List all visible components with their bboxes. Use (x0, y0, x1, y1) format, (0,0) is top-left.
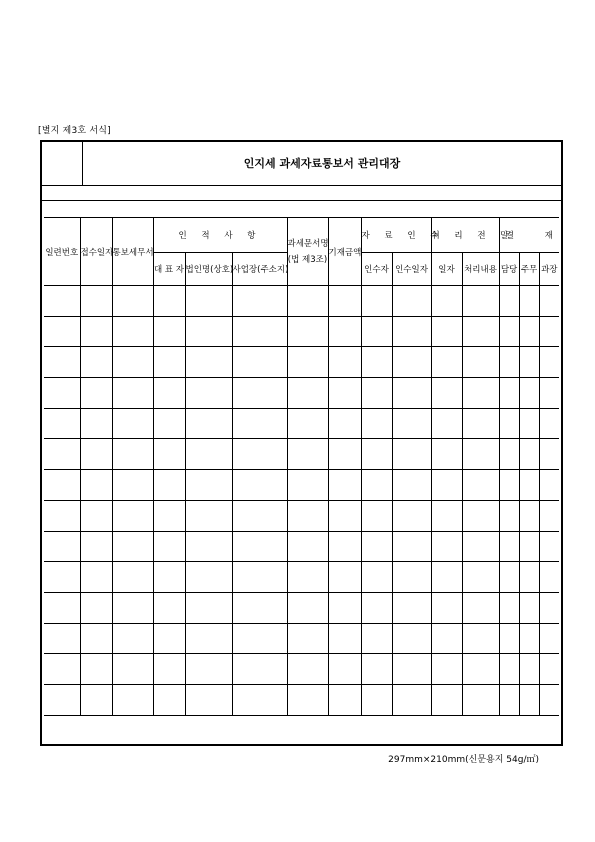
table-cell[interactable] (112, 654, 153, 685)
table-cell[interactable] (80, 654, 112, 685)
table-cell[interactable] (80, 531, 112, 562)
table-cell[interactable] (185, 378, 232, 409)
table-cell[interactable] (185, 654, 232, 685)
table-cell[interactable] (499, 316, 519, 347)
table-cell[interactable] (431, 500, 462, 531)
header-processing: 처 리 전 말 (431, 218, 499, 253)
table-cell[interactable] (328, 408, 361, 439)
table-row (44, 347, 559, 378)
table-cell[interactable] (44, 500, 80, 531)
table-cell[interactable] (462, 531, 499, 562)
table-cell[interactable] (328, 623, 361, 654)
table-cell[interactable] (392, 654, 431, 685)
header-representative: 대 표 자 (153, 253, 185, 286)
table-cell[interactable] (80, 286, 112, 317)
table-cell[interactable] (431, 654, 462, 685)
table-cell[interactable] (519, 623, 539, 654)
table-cell[interactable] (361, 684, 392, 715)
table-cell[interactable] (392, 347, 431, 378)
header-personal-info: 인 적 사 항 (153, 218, 287, 253)
header-document-law-text: (법 제3조) (287, 254, 328, 265)
table-cell[interactable] (153, 378, 185, 409)
table-cell[interactable] (44, 439, 80, 470)
table-cell[interactable] (232, 470, 287, 501)
table-cell[interactable] (499, 623, 519, 654)
table-cell[interactable] (44, 347, 80, 378)
table-cell[interactable] (539, 684, 559, 715)
table-cell[interactable] (44, 623, 80, 654)
table-cell[interactable] (499, 531, 519, 562)
table-cell[interactable] (112, 684, 153, 715)
table-cell[interactable] (462, 592, 499, 623)
table-cell[interactable] (112, 439, 153, 470)
table-cell[interactable] (232, 316, 287, 347)
table-row (44, 316, 559, 347)
table-cell[interactable] (287, 470, 328, 501)
table-cell[interactable] (153, 623, 185, 654)
table-cell[interactable] (44, 592, 80, 623)
table-cell[interactable] (431, 592, 462, 623)
table-cell[interactable] (328, 684, 361, 715)
table-cell[interactable] (153, 531, 185, 562)
ledger-form (40, 140, 563, 746)
table-cell[interactable] (44, 562, 80, 593)
header-reporting-office: 통보세무서 (112, 218, 153, 286)
table-cell[interactable] (80, 408, 112, 439)
table-cell[interactable] (287, 316, 328, 347)
table-cell[interactable] (153, 592, 185, 623)
table-cell[interactable] (80, 316, 112, 347)
header-document-name (287, 218, 328, 286)
table-cell[interactable] (462, 316, 499, 347)
table-cell[interactable] (153, 316, 185, 347)
table-row (44, 408, 559, 439)
table-cell[interactable] (287, 684, 328, 715)
table-cell[interactable] (431, 562, 462, 593)
table-cell[interactable] (462, 562, 499, 593)
table-row (44, 562, 559, 593)
table-cell[interactable] (392, 286, 431, 317)
table-cell[interactable] (328, 378, 361, 409)
table-cell[interactable] (539, 470, 559, 501)
title-blank-cell (42, 142, 83, 185)
table-cell[interactable] (462, 623, 499, 654)
table-cell[interactable] (539, 378, 559, 409)
table-cell[interactable] (328, 562, 361, 593)
table-cell[interactable] (392, 562, 431, 593)
ledger-table (44, 218, 559, 716)
table-row (44, 531, 559, 562)
table-cell[interactable] (462, 470, 499, 501)
table-cell[interactable] (328, 654, 361, 685)
table-cell[interactable] (328, 439, 361, 470)
table-cell[interactable] (185, 408, 232, 439)
table-cell[interactable] (185, 592, 232, 623)
table-cell[interactable] (112, 286, 153, 317)
table-cell[interactable] (112, 378, 153, 409)
table-cell[interactable] (232, 347, 287, 378)
table-cell[interactable] (462, 500, 499, 531)
table-cell[interactable] (44, 378, 80, 409)
table-cell[interactable] (112, 408, 153, 439)
table-cell[interactable] (499, 408, 519, 439)
table-cell[interactable] (185, 347, 232, 378)
table-cell[interactable] (287, 592, 328, 623)
table-cell[interactable] (499, 592, 519, 623)
table-cell[interactable] (361, 592, 392, 623)
table-cell[interactable] (519, 378, 539, 409)
header-manager: 과장 (539, 253, 559, 286)
table-cell[interactable] (328, 316, 361, 347)
table-cell[interactable] (361, 531, 392, 562)
table-cell[interactable] (153, 684, 185, 715)
table-cell[interactable] (519, 286, 539, 317)
table-cell[interactable] (287, 439, 328, 470)
table-cell[interactable] (431, 378, 462, 409)
table-cell[interactable] (153, 408, 185, 439)
form-title: 인지세 과세자료통보서 관리대장 (243, 157, 401, 170)
table-cell[interactable] (185, 562, 232, 593)
table-cell[interactable] (519, 562, 539, 593)
table-cell[interactable] (80, 347, 112, 378)
table-cell[interactable] (361, 316, 392, 347)
table-cell[interactable] (392, 500, 431, 531)
header-chief: 주무 (519, 253, 539, 286)
divider-line (42, 200, 561, 201)
table-cell[interactable] (80, 500, 112, 531)
table-cell[interactable] (153, 470, 185, 501)
table-cell[interactable] (112, 592, 153, 623)
table-cell[interactable] (112, 623, 153, 654)
table-cell[interactable] (232, 378, 287, 409)
table-cell[interactable] (499, 347, 519, 378)
table-cell[interactable] (431, 408, 462, 439)
table-cell[interactable] (361, 378, 392, 409)
table-cell[interactable] (361, 408, 392, 439)
table-cell[interactable] (44, 470, 80, 501)
table-cell[interactable] (519, 470, 539, 501)
table-row (44, 286, 559, 317)
table-cell[interactable] (392, 316, 431, 347)
table-cell[interactable] (539, 654, 559, 685)
table-row (44, 500, 559, 531)
table-row (44, 654, 559, 685)
table-cell[interactable] (232, 439, 287, 470)
table-cell[interactable] (519, 408, 539, 439)
table-cell[interactable] (44, 684, 80, 715)
table-cell[interactable] (539, 286, 559, 317)
table-cell[interactable] (499, 378, 519, 409)
table-row (44, 470, 559, 501)
table-cell[interactable] (462, 286, 499, 317)
header-data-transfer: 자 료 인 수 (361, 218, 431, 253)
table-row (44, 592, 559, 623)
table-cell[interactable] (361, 347, 392, 378)
table-cell[interactable] (392, 378, 431, 409)
table-cell[interactable] (80, 623, 112, 654)
table-cell[interactable] (431, 531, 462, 562)
header-proc-content: 처리내용 (462, 253, 499, 286)
paper-spec-note: 297mm×210mm(신문용지 54g/㎡) (388, 755, 539, 765)
table-cell[interactable] (328, 470, 361, 501)
table-cell[interactable] (287, 562, 328, 593)
table-cell[interactable] (287, 378, 328, 409)
table-cell[interactable] (519, 347, 539, 378)
table-cell[interactable] (361, 654, 392, 685)
table-cell[interactable] (328, 286, 361, 317)
table-cell[interactable] (462, 347, 499, 378)
table-cell[interactable] (112, 470, 153, 501)
table-cell[interactable] (44, 654, 80, 685)
table-cell[interactable] (392, 439, 431, 470)
header-staff: 담당 (499, 253, 519, 286)
table-cell[interactable] (112, 347, 153, 378)
table-cell[interactable] (44, 316, 80, 347)
table-cell[interactable] (462, 408, 499, 439)
table-cell[interactable] (499, 500, 519, 531)
table-cell[interactable] (499, 439, 519, 470)
header-received-date: 접수일자 (80, 218, 112, 286)
table-cell[interactable] (185, 500, 232, 531)
table-cell[interactable] (44, 286, 80, 317)
header-business-address: 사업장(주소지) (232, 253, 287, 286)
table-cell[interactable] (185, 531, 232, 562)
table-cell[interactable] (44, 531, 80, 562)
table-cell[interactable] (519, 654, 539, 685)
table-cell[interactable] (499, 654, 519, 685)
table-cell[interactable] (153, 286, 185, 317)
table-cell[interactable] (185, 684, 232, 715)
table-cell[interactable] (185, 286, 232, 317)
table-cell[interactable] (392, 623, 431, 654)
title-row (42, 142, 561, 186)
table-cell[interactable] (328, 592, 361, 623)
table-cell[interactable] (232, 623, 287, 654)
table-cell[interactable] (185, 316, 232, 347)
table-cell[interactable] (539, 347, 559, 378)
header-receiver: 인수자 (361, 253, 392, 286)
table-cell[interactable] (519, 500, 539, 531)
table-cell[interactable] (153, 654, 185, 685)
table-cell[interactable] (328, 500, 361, 531)
table-row (44, 684, 559, 715)
table-cell[interactable] (431, 347, 462, 378)
table-cell[interactable] (392, 592, 431, 623)
table-cell[interactable] (431, 439, 462, 470)
table-cell[interactable] (431, 623, 462, 654)
table-cell[interactable] (328, 347, 361, 378)
header-row-1 (44, 218, 559, 253)
table-cell[interactable] (287, 531, 328, 562)
ledger-table-wrap (44, 217, 559, 743)
table-cell[interactable] (232, 592, 287, 623)
table-cell[interactable] (153, 500, 185, 531)
table-cell[interactable] (287, 408, 328, 439)
table-cell[interactable] (392, 684, 431, 715)
table-cell[interactable] (361, 470, 392, 501)
table-cell[interactable] (519, 316, 539, 347)
table-row (44, 623, 559, 654)
table-cell[interactable] (232, 684, 287, 715)
table-cell[interactable] (392, 408, 431, 439)
table-cell[interactable] (153, 562, 185, 593)
table-cell[interactable] (539, 500, 559, 531)
table-cell[interactable] (287, 286, 328, 317)
header-amount: 기재금액 (328, 218, 361, 286)
table-cell[interactable] (361, 562, 392, 593)
table-cell[interactable] (361, 623, 392, 654)
table-cell[interactable] (112, 316, 153, 347)
table-cell[interactable] (462, 439, 499, 470)
table-cell[interactable] (287, 623, 328, 654)
header-document-name-text: 과세문서명 (287, 238, 329, 249)
table-cell[interactable] (519, 592, 539, 623)
table-cell[interactable] (431, 316, 462, 347)
table-cell[interactable] (539, 562, 559, 593)
table-cell[interactable] (539, 439, 559, 470)
table-cell[interactable] (232, 654, 287, 685)
table-cell[interactable] (328, 531, 361, 562)
table-cell[interactable] (361, 500, 392, 531)
table-cell[interactable] (185, 470, 232, 501)
table-cell[interactable] (539, 623, 559, 654)
header-serial-no: 일련번호 (44, 218, 80, 286)
table-row (44, 439, 559, 470)
table-row (44, 378, 559, 409)
table-cell[interactable] (499, 470, 519, 501)
table-cell[interactable] (287, 500, 328, 531)
table-cell[interactable] (499, 286, 519, 317)
table-cell[interactable] (361, 286, 392, 317)
table-cell[interactable] (80, 439, 112, 470)
table-cell[interactable] (44, 408, 80, 439)
table-cell[interactable] (539, 592, 559, 623)
table-cell[interactable] (112, 500, 153, 531)
table-cell[interactable] (112, 531, 153, 562)
table-cell[interactable] (80, 684, 112, 715)
table-cell[interactable] (539, 531, 559, 562)
table-cell[interactable] (232, 500, 287, 531)
header-receive-date: 인수일자 (392, 253, 431, 286)
table-cell[interactable] (462, 654, 499, 685)
table-cell[interactable] (431, 470, 462, 501)
table-cell[interactable] (462, 684, 499, 715)
table-cell[interactable] (539, 408, 559, 439)
table-cell[interactable] (287, 347, 328, 378)
table-cell[interactable] (499, 562, 519, 593)
form-label: [별지 제3호 서식] (38, 126, 111, 136)
table-cell[interactable] (392, 531, 431, 562)
header-corporate-name: 법인명(상호) (185, 253, 232, 286)
table-cell[interactable] (431, 286, 462, 317)
table-cell[interactable] (519, 531, 539, 562)
table-cell[interactable] (539, 316, 559, 347)
table-cell[interactable] (185, 623, 232, 654)
table-cell[interactable] (462, 378, 499, 409)
table-cell[interactable] (232, 408, 287, 439)
table-cell[interactable] (232, 562, 287, 593)
table-cell[interactable] (287, 654, 328, 685)
table-cell[interactable] (431, 684, 462, 715)
header-approval: 결 재 (499, 218, 559, 253)
table-cell[interactable] (499, 684, 519, 715)
table-cell[interactable] (361, 439, 392, 470)
table-cell[interactable] (519, 439, 539, 470)
table-cell[interactable] (519, 684, 539, 715)
table-cell[interactable] (80, 470, 112, 501)
table-cell[interactable] (80, 592, 112, 623)
table-cell[interactable] (80, 378, 112, 409)
table-cell[interactable] (153, 347, 185, 378)
table-cell[interactable] (392, 470, 431, 501)
table-cell[interactable] (232, 531, 287, 562)
table-cell[interactable] (185, 439, 232, 470)
table-cell[interactable] (112, 562, 153, 593)
table-cell[interactable] (232, 286, 287, 317)
header-proc-date: 일자 (431, 253, 462, 286)
table-cell[interactable] (153, 439, 185, 470)
table-cell[interactable] (80, 562, 112, 593)
